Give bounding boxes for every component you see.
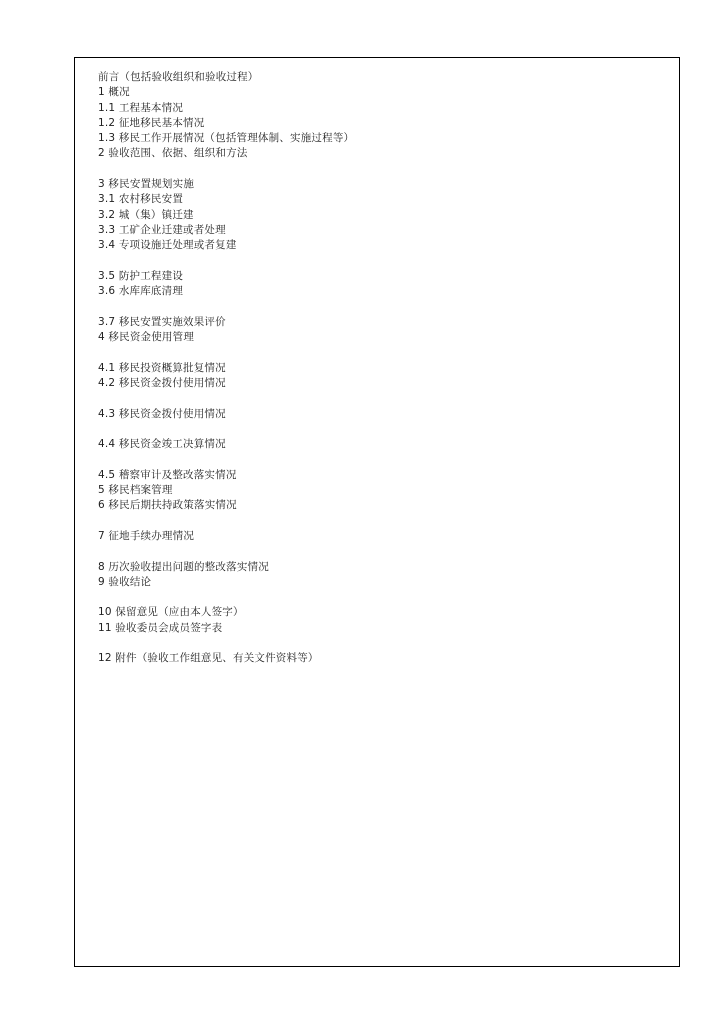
toc-line-11: 11 验收委员会成员签字表 [98,621,223,634]
spacer [98,544,668,559]
toc-line-6: 6 移民后期扶持政策落实情况 [98,499,237,512]
toc-line-preface: 前言（包括验收组织和验收过程） [98,71,259,83]
spacer [98,345,668,360]
toc-line-7: 7 征地手续办理情况 [98,529,195,542]
toc-line-5: 5 移民档案管理 [98,484,173,497]
toc-line-10: 10 保留意见（应由本人签字） [98,606,244,619]
toc-line-4-5: 4.5 稽察审计及整改落实情况 [98,468,237,481]
toc-line-4-4: 4.4 移民资金竣工决算情况 [98,438,226,451]
toc-line-3-4: 3.4 专项设施迁处理或者复建 [98,239,237,252]
toc-line-3-7: 3.7 移民安置实施效果评价 [98,315,226,328]
toc-line-8: 8 历次验收提出问题的整改落实情况 [98,560,269,573]
spacer [98,514,668,529]
spacer [98,391,668,406]
toc-line-3-2: 3.2 城（集）镇迁建 [98,208,194,221]
spacer [98,636,668,651]
spacer [98,590,668,605]
toc-line-4: 4 移民资金使用管理 [98,331,195,344]
spacer [98,422,668,437]
toc-line-12: 12 附件（验收工作组意见、有关文件资料等） [98,652,319,665]
toc-line-3-6: 3.6 水库库底清理 [98,285,184,298]
toc-line-1-2: 1.2 征地移民基本情况 [98,116,205,129]
toc-line-1-1: 1.1 工程基本情况 [98,101,184,114]
toc-line-3: 3 移民安置规划实施 [98,178,195,191]
spacer [98,299,668,314]
toc-line-4-3: 4.3 移民资金拨付使用情况 [98,407,226,420]
spacer [98,452,668,467]
toc-line-1-3: 1.3 移民工作开展情况（包括管理体制、实施过程等） [98,132,355,145]
toc-line-3-1: 3.1 农村移民安置 [98,193,184,206]
toc-line-3-5: 3.5 防护工程建设 [98,269,184,282]
toc-line-3-3: 3.3 工矿企业迁建或者处理 [98,223,226,236]
spacer [98,162,668,177]
toc-line-9: 9 验收结论 [98,575,152,588]
toc-line-2: 2 验收范围、依据、组织和方法 [98,147,248,160]
spacer [98,254,668,269]
table-of-contents [98,70,668,667]
toc-line-1: 1 概况 [98,86,130,99]
toc-line-4-2: 4.2 移民资金拨付使用情况 [98,376,226,389]
toc-line-4-1: 4.1 移民投资概算批复情况 [98,361,226,374]
